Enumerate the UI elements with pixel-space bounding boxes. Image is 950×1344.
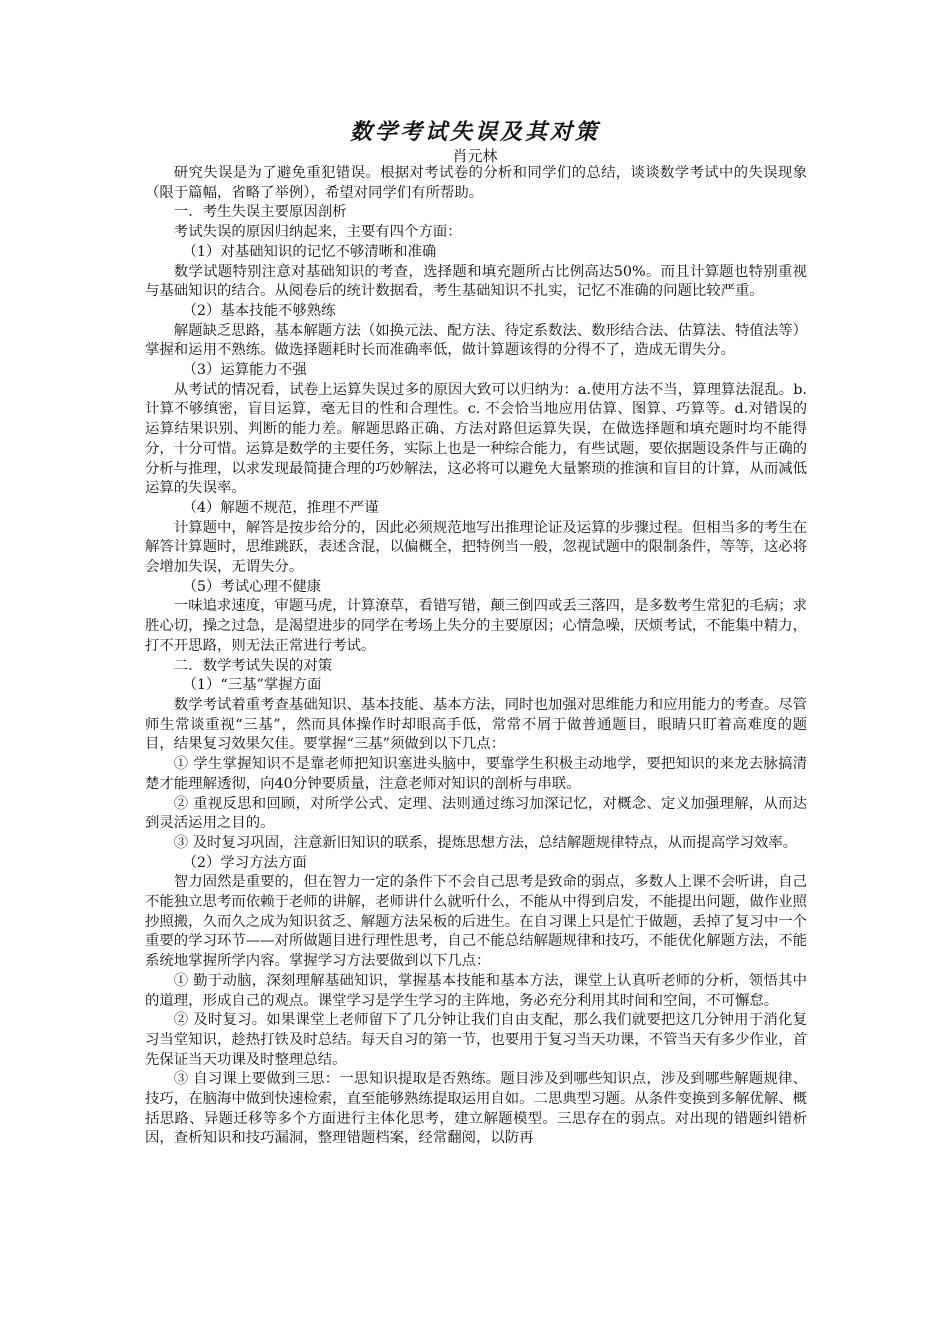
paragraph: 智力固然是重要的，但在智力一定的条件下不会自己思考是致命的弱点，多数人上课不会听讲，自己不能独立思考而依赖于老师的讲解，老师讲什么就听什么，不能从中得到启发，不能提出问题，做作业照抄照搬，久而久之成为知识贫乏、解题方法呆板的后进生。在自习课上只是忙于做题，丢掉了复习中一个重要的学习环节——对所做题目进行理性思考，自己不能总结解题规律和技巧，不能优化解题方法，不能系统地掌握所学内容。掌握学习方法要做到以下几点： — [145, 874, 807, 970]
paragraph: 考试失误的原因归纳起来，主要有四个方面： — [173, 224, 462, 241]
paragraph: ① 学生掌握知识不是靠老师把知识塞进头脑中，要靠学生积极主动地学，要把知识的来龙去脉搞清楚才能理解透彻，向40分钟要质量，注意老师对知识的剖析与串联。 — [145, 756, 807, 792]
paragraph: ② 重视反思和回顾，对所学公式、定理、法则通过练习加深记忆，对概念、定义加强理解，从而达到灵活运用之目的。 — [145, 795, 807, 832]
document-author: 肖元林 — [452, 147, 498, 165]
section-heading: （3）运算能力不强 — [182, 362, 307, 379]
paragraph: 计算题中，解答是按步给分的，因此必须规范地写出推理论证及运算的步骤过程。但相当多的考生在解答计算题时，思维跳跃，表述含混，以偏概全，把特例当一般，忽视试题中的限制条件，等等，这必将会增加失误，无谓失分。 — [145, 519, 807, 576]
paragraph: 数学考试着重考查基础知识、基本技能、基本方法，同时也加强对思维能力和应用能力的考查。尽管师生常谈重视“三基”，然而具体操作时却眼高手低，常常不屑于做普通题目，眼睛只盯着高难度的题目，结果复习效果欠佳。要掌握“三基”须做到以下几点： — [145, 696, 807, 753]
section-heading: （4）解题不规范，推理不严谨 — [182, 499, 379, 516]
section-heading: （1）“三基”掌握方面 — [182, 677, 322, 694]
section-heading: 二．数学考试失误的对策 — [173, 657, 333, 674]
paragraph: 研究失误是为了避免重犯错误。根据对考试卷的分析和同学们的总结，谈谈数学考试中的失误现象（限于篇幅，省略了举例），希望对同学们有所帮助。 — [145, 165, 807, 201]
paragraph: ② 及时复习。如果课堂上老师留下了几分钟让我们自由支配，那么我们就要把这几分钟用于消化复习当堂知识，趁热打铁及时总结。每天自习的第一节，也要用于复习当天功课，不管当天有多少作业，首先保证当天功课及时整理总结。 — [145, 1012, 807, 1068]
paragraph: 从考试的情况看，试卷上运算失误过多的原因大致可以归纳为：a.使用方法不当，算理算法混乱。b.计算不够缜密，盲目运算，毫无目的性和合理性。c. 不会恰当地应用估算、图算、巧算等。d.对错误的运算结果识别、判断的能力差。解题思路正确、方法对路但运算失误，在做选择题和填充题时均不能得分，十分可惜。运算是数学的主要任务，实际上也是一种综合能力，有些试题，要依据题设条件与正确的分析与推理，以求发现最简捷合理的巧妙解法，这必将可以避免大量繁琐的推演和盲目的计算，从而减低运算的失误率。 — [145, 381, 807, 497]
paragraph: 一味追求速度，审题马虎，计算潦草，看错写错，颠三倒四或丢三落四，是多数考生常犯的毛病；求胜心切，操之过急，是渴望进步的同学在考场上失分的主要原因；心情急噪，厌烦考试，不能集中精力，打不开思路，则无法正常进行考试。 — [145, 598, 807, 654]
section-heading: 一．考生失误主要原因剖析 — [173, 204, 347, 221]
section-heading: （1）对基础知识的记忆不够清晰和准确 — [182, 243, 437, 260]
document-title: 数学考试失误及其对策 — [349, 119, 600, 145]
section-heading: （5）考试心理不健康 — [182, 578, 322, 595]
section-heading: （2）基本技能不够熟练 — [182, 302, 336, 319]
paragraph: 数学试题特别注意对基础知识的考查，选择题和填充题所占比例高达50%。而且计算题也特别重视与基础知识的结合。从阅卷后的统计数据看，考生基础知识不扎实，记忆不准确的问题比较严重。 — [145, 263, 807, 300]
paragraph: ③ 及时复习巩固，注意新旧知识的联系，提炼思想方法，总结解题规律特点，从而提高学习效率。 — [173, 834, 798, 851]
section-heading: （2）学习方法方面 — [182, 854, 307, 871]
paragraph: 解题缺乏思路，基本解题方法（如换元法、配方法、待定系数法、数形结合法、估算法、特值法等）掌握和运用不熟练。做选择题耗时长而准确率低，做计算题该得的分得不了，造成无谓失分。 — [145, 322, 807, 359]
paragraph: ① 勤于动脑，深刻理解基础知识，掌握基本技能和基本方法，课堂上认真听老师的分析，领悟其中的道理，形成自己的观点。课堂学习是学生学习的主阵地，务必充分利用其时间和空间，不可懈怠。 — [145, 972, 807, 1009]
paragraph: ③ 自习课上要做到三思：一思知识提取是否熟练。题目涉及到哪些知识点，涉及到哪些解题规律、技巧，在脑海中做到快速检索，直至能够熟练提取运用自如。二思典型习题。从条件变换到多解优解、概括思路、异题迁移等多个方面进行主体化思考，建立解题模型。三思存在的弱点。对出现的错题纠错析因，查析知识和技巧漏洞，整理错题档案，经常翻阅，以防再 — [145, 1071, 807, 1147]
document-body — [145, 164, 807, 1149]
